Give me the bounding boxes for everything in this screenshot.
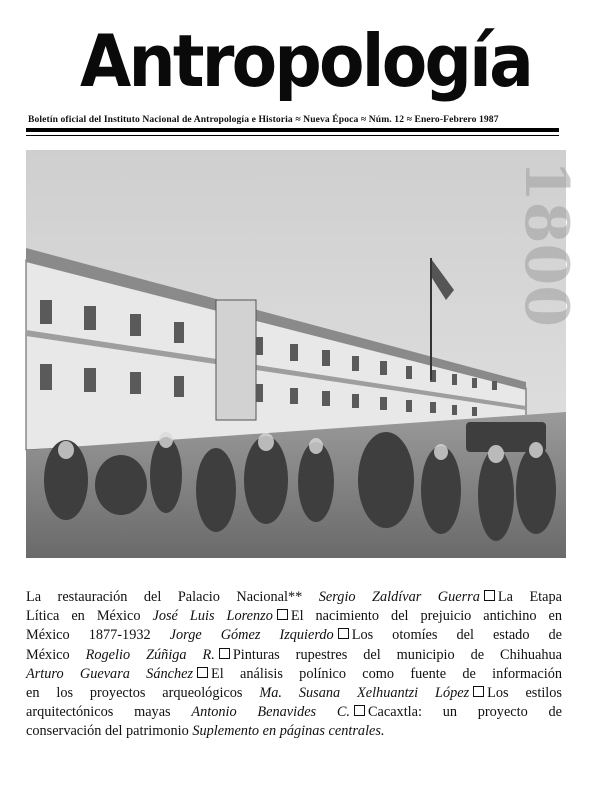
separator-box-icon <box>219 648 230 659</box>
article-title: Lítica en México <box>26 608 153 625</box>
masthead-title: Antropología <box>79 19 532 103</box>
contents-line <box>26 665 562 684</box>
article-title: Cacaxtla: un proyecto de <box>367 704 563 721</box>
cover-illustration <box>26 150 581 558</box>
article-title: La Etapa <box>497 589 562 605</box>
ghost-text: 1800 <box>511 160 581 327</box>
contents-line <box>26 626 562 645</box>
separator-box-icon <box>484 590 495 601</box>
separator-box-icon <box>277 609 288 620</box>
article-title: Los estilos <box>487 685 562 702</box>
author-name: José Luis Lorenzo <box>152 608 273 625</box>
author-name: Arturo Guevara Sánchez <box>26 665 194 682</box>
separator-box-icon <box>473 686 484 697</box>
article-title: La restauración del Palacio Nacional** <box>26 589 319 605</box>
masthead-subtitle: Boletín oficial del Instituto Nacional de Antropología e Historia ≈ Nueva Época ≈ Núm. 12 ≈ Enero-Febrero 1987 <box>28 114 499 125</box>
article-title: El nacimiento del prejuicio antichino en <box>290 608 562 625</box>
contents-line <box>26 684 562 703</box>
separator-box-icon <box>354 705 365 716</box>
article-title: El análisis polínico como fuente de información <box>211 665 562 682</box>
contents-line <box>26 722 562 741</box>
contents-line <box>26 588 562 607</box>
header-rule-thick <box>26 128 559 132</box>
contents-line <box>26 703 562 722</box>
separator-box-icon <box>338 628 349 639</box>
article-title: Los otomíes del estado de <box>351 627 562 644</box>
article-title: México <box>26 646 86 663</box>
article-title: en los proyectos arqueológicos <box>26 685 260 702</box>
header-rule-thin <box>26 135 559 136</box>
separator-box-icon <box>197 667 208 678</box>
author-name: Jorge Gómez Izquierdo <box>169 627 334 644</box>
table-of-contents <box>26 588 562 742</box>
article-title: México 1877-1932 <box>26 627 170 644</box>
article-title: conservación del patrimonio <box>26 723 193 740</box>
author-name: Suplemento en páginas centrales. <box>192 723 385 740</box>
contents-line <box>26 607 562 626</box>
author-name: Rogelio Zúñiga R. <box>85 646 215 663</box>
contents-line <box>26 646 562 665</box>
article-title: Pinturas rupestres del municipio de Chihuahua <box>232 646 562 663</box>
author-name: Antonio Benavides C. <box>191 704 350 721</box>
author-name: Sergio Zaldívar Guerra <box>318 589 480 605</box>
article-title: arquitectónicos mayas <box>26 704 192 721</box>
palace-portal <box>216 300 256 420</box>
author-name: Ma. Susana Xelhuantzi López <box>259 685 470 702</box>
